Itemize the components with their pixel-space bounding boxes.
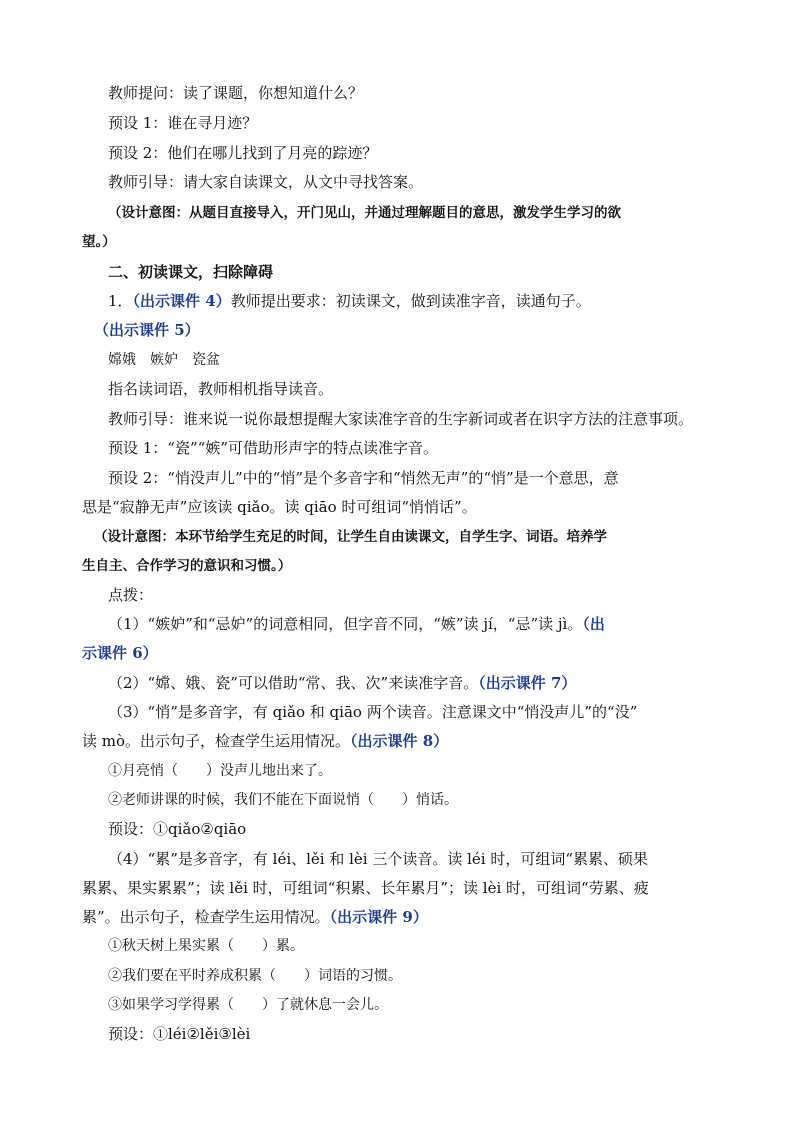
courseware-5-label: （出示课件 5）: [94, 321, 200, 339]
preset-1-line: 预设 1：谁在寻月迹？: [108, 114, 258, 132]
teacher-guide-line: 教师引导：请大家自读课文，从文中寻找答案。: [108, 173, 424, 191]
step-number: 1．: [108, 292, 133, 310]
tip-4-line: （4）“累”是多音字，有 léi、lěi 和 lèi 三个读音。读 léi 时，可组词“累累、硕果: [108, 850, 649, 868]
tips-heading: 点拨：: [108, 586, 154, 604]
design-intent-line-1: （设计意图：从题目直接导入，开门见山，并通过理解题目的意思，激发学生学习的欲: [108, 205, 621, 221]
design-intent-line-2: 望。）: [82, 234, 116, 250]
read-words-line: 指名读词语，教师相机指导读音。: [108, 380, 334, 398]
tip-1-text: （1）“嫉妒”和“忌妒”的词意相同，但字音不同，“嫉”读 jí，“忌”读 jì。: [108, 615, 583, 633]
teacher-guide-2-line: 教师引导：谁来说一说你最想提醒大家读准字音的生字新词或者在识字方法的注意事项。: [108, 410, 694, 428]
preset-answers-1: 预设：①qiǎo②qiāo: [108, 820, 247, 838]
vocabulary-words: 嫦娥 嫉妒 瓷盆: [108, 352, 220, 368]
tip-2-line: [108, 672, 576, 694]
courseware-4-label: （出示课件 4）: [132, 292, 231, 310]
tip-1-line: [108, 613, 605, 635]
preset-answers-2: 预设：①léi②lěi③lèi: [108, 1025, 251, 1043]
preset-2-line: 预设 2：他们在哪儿找到了月亮的踪迹？: [108, 144, 378, 162]
exercise-1-sentence: ①月亮悄（ ）没声儿地出来了。: [108, 763, 332, 779]
courseware-6-label-start: （出: [582, 615, 605, 633]
tip-4-text: 累”。出示句子，检查学生运用情况。: [82, 908, 330, 926]
step-1-line: [108, 290, 591, 312]
exercise-2-sentence: ②老师讲课的时候，我们不能在下面说悄（ ）悄话。: [108, 792, 458, 808]
tip-4-continued-2: [82, 906, 428, 928]
step-1-text: 教师提出要求：初读课文，做到读准字音，读通句子。: [230, 292, 591, 310]
preset-1b-line: 预设 1：“瓷”“嫉”可借助形声字的特点读准字音。: [108, 439, 438, 457]
exercise-5-sentence: ③如果学习学得累（ ）了就休息一会儿。: [108, 997, 388, 1013]
tip-3-continued: [82, 730, 448, 752]
design-intent-2-line-2: 生自主、合作学习的意识和习惯。）: [82, 558, 292, 574]
tip-3-line: （3）“悄”是多音字，有 qiǎo 和 qiāo 两个读音。注意课文中“悄没声儿”的“没”: [108, 703, 638, 721]
preset-2b-line: 预设 2：“悄没声儿”中的“悄”是个多音字和“悄然无声”的“悄”是一个意思，意: [108, 469, 619, 487]
section-heading: 二、初读课文，扫除障碍: [108, 263, 274, 281]
preset-2b-continued: 思是“寂静无声”应该读 qiǎo。读 qiāo 时可组词“悄悄话”。: [82, 498, 477, 516]
courseware-9-label: （出示课件 9）: [329, 908, 428, 926]
exercise-4-sentence: ②我们要在平时养成积累（ ）词语的习惯。: [108, 968, 402, 984]
teacher-question-line: 教师提问：读了课题，你想知道什么？: [108, 84, 364, 102]
tip-4-continued: 累累、果实累累”；读 lěi 时，可组词“积累、长年累月”；读 lèi 时，可组词“劳累、疲: [82, 879, 649, 897]
courseware-7-label: （出示课件 7）: [478, 674, 577, 692]
tip-3-text: 读 mò。出示句子，检查学生运用情况。: [82, 732, 351, 750]
courseware-8-label: （出示课件 8）: [350, 732, 449, 750]
exercise-3-sentence: ①秋天树上果实累（ ）累。: [108, 938, 304, 954]
tip-2-text: （2）“嫦、娥、瓷”可以借助“常、我、次”来读准字音。: [108, 674, 479, 692]
courseware-6-label-end: 示课件 6）: [82, 644, 158, 662]
design-intent-2-line-1: （设计意图：本环节给学生充足的时间，让学生自由读课文，自学生字、词语。培养学: [94, 529, 607, 545]
